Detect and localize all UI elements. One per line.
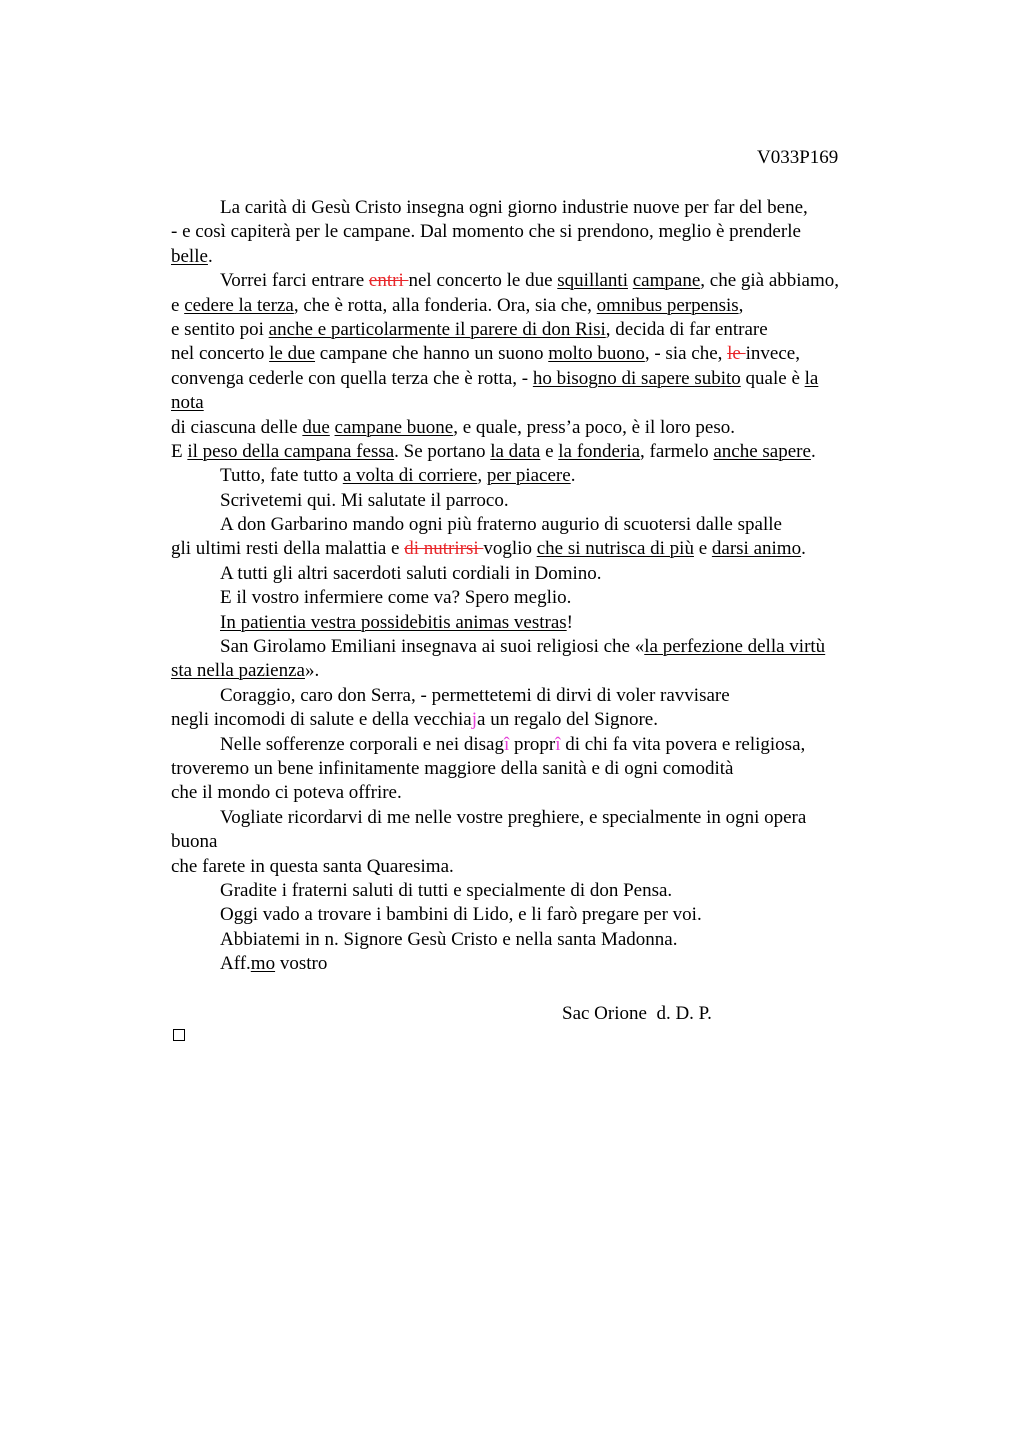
text-run: e <box>171 294 185 316</box>
text-run: , farmelo <box>640 440 714 462</box>
text-run: , <box>477 465 487 487</box>
text-run: invece, <box>745 343 800 365</box>
text-run: gli ultimi resti della malattia e <box>171 538 405 560</box>
text-line-1 <box>171 196 911 220</box>
text-line-17 <box>171 586 911 610</box>
inserted-char: î <box>555 733 561 755</box>
underlined-text: la data <box>490 440 541 462</box>
text-line-6 <box>171 318 911 342</box>
text-line-30 <box>171 903 911 927</box>
letter-body <box>171 196 911 977</box>
text-run: Tutto, fate tutto <box>220 465 343 487</box>
underlined-text: mo <box>250 953 276 975</box>
underlined-text: In patientia vestra possidebitis animas vestras <box>220 611 567 633</box>
text-run: che farete in questa santa Quaresima. <box>171 855 454 877</box>
text-run: Aff. <box>220 953 251 975</box>
text-run: , - sia che, <box>644 343 728 365</box>
underlined-text: nota <box>171 392 204 414</box>
text-line-24 <box>171 757 911 781</box>
text-line-32 <box>171 952 911 976</box>
text-run: che il mondo ci poteva offrire. <box>171 782 402 804</box>
text-run: A tutti gli altri sacerdoti saluti cordiali in Domino. <box>220 562 602 584</box>
text-line-31 <box>171 928 911 952</box>
text-run: ! <box>566 611 573 633</box>
text-line-16 <box>171 562 911 586</box>
text-line-5 <box>171 294 911 318</box>
text-line-18 <box>171 611 911 635</box>
text-run: e sentito poi <box>171 318 269 340</box>
text-run: , che è rotta, alla fonderia. Ora, sia che, <box>293 294 597 316</box>
underlined-text: la <box>804 367 819 389</box>
text-run: Oggi vado a trovare i bambini di Lido, e li farò pregare per voi. <box>220 904 702 926</box>
text-run: Vorrei farci entrare <box>220 270 369 292</box>
underlined-text: omnibus perpensis <box>596 294 739 316</box>
underlined-text: anche sapere <box>713 440 811 462</box>
signature-line: Sac Orione d. D. P. <box>562 1003 712 1024</box>
text-run: - e così capiterà per le campane. Dal momento che si prendono, meglio è prenderle <box>171 221 801 243</box>
text-run: a un regalo del Signore. <box>477 709 658 731</box>
text-line-8 <box>171 367 911 391</box>
text-run: e <box>693 538 712 560</box>
text-line-25 <box>171 781 911 805</box>
text-run: troveremo un bene infinitamente maggiore della sanità e di ogni comodità <box>171 757 734 779</box>
text-run: vostro <box>275 953 328 975</box>
text-run: e <box>540 440 559 462</box>
underlined-text: campane buone <box>334 416 454 438</box>
text-line-29 <box>171 879 911 903</box>
text-run: negli incomodi di salute e della vecchia <box>171 709 472 731</box>
text-run: Vogliate ricordarvi di me nelle vostre preghiere, e specialmente in ogni opera <box>220 806 807 828</box>
text-line-10 <box>171 416 911 440</box>
text-line-21 <box>171 684 911 708</box>
text-run: A don Garbarino mando ogni più fraterno augurio di scuotersi dalle spalle <box>220 514 782 536</box>
text-run: . <box>810 440 816 462</box>
text-line-23 <box>171 733 911 757</box>
text-run: E <box>171 440 188 462</box>
text-run: La carità di Gesù Cristo insegna ogni giorno industrie nuove per far del bene, <box>220 197 808 218</box>
text-run: propr <box>509 733 556 755</box>
text-run: Nelle sofferenze corporali e nei disag <box>220 733 504 755</box>
text-run: di ciascuna delle <box>171 416 303 438</box>
text-run: , decida di far entrare <box>605 318 768 340</box>
underlined-text: cedere la terza <box>184 294 294 316</box>
text-line-12 <box>171 464 911 488</box>
text-line-7 <box>171 342 911 366</box>
text-line-22 <box>171 708 911 732</box>
underlined-text: due <box>302 416 330 438</box>
text-line-3 <box>171 245 911 269</box>
text-line-14 <box>171 513 911 537</box>
text-run: Scrivetemi qui. Mi salutate il parroco. <box>220 489 509 511</box>
text-line-9 <box>171 391 911 415</box>
deleted-text: di nutrirsi <box>404 538 484 560</box>
text-line-4 <box>171 269 911 293</box>
text-run: Abbiatemi in n. Signore Gesù Cristo e nella santa Madonna. <box>220 928 678 950</box>
underlined-text: anche e particolarmente il parere di don Risi <box>268 318 606 340</box>
underlined-text: darsi animo <box>711 538 802 560</box>
text-run: voglio <box>483 538 537 560</box>
inserted-char: î <box>504 733 510 755</box>
text-line-15 <box>171 537 911 561</box>
text-run: convenga cederle con quella terza che è rotta, - <box>171 367 533 389</box>
text-run: , che già abbiamo, <box>700 270 840 292</box>
underlined-text: per piacere <box>486 465 571 487</box>
underlined-text: la fonderia <box>558 440 641 462</box>
underlined-text: il peso della campana fessa <box>187 440 395 462</box>
text-line-26 <box>171 806 911 830</box>
underlined-text: campane <box>632 270 701 292</box>
text-run: di chi fa vita povera e religiosa, <box>560 733 806 755</box>
text-line-19 <box>171 635 911 659</box>
text-line-11 <box>171 440 911 464</box>
deleted-text: le <box>727 343 746 365</box>
text-run: San Girolamo Emiliani insegnava ai suoi religiosi che « <box>220 636 645 658</box>
underlined-text: squillanti <box>557 270 628 292</box>
underlined-text: le due <box>269 343 316 365</box>
text-line-2 <box>171 220 911 244</box>
underlined-text: molto buono <box>548 343 645 365</box>
text-run: , <box>738 294 744 316</box>
text-run: Gradite i fraterni saluti di tutti e specialmente di don Pensa. <box>220 879 673 901</box>
inserted-char: j <box>471 709 478 731</box>
deleted-text: entri <box>368 270 409 292</box>
page-identifier: V033P169 <box>757 147 839 168</box>
text-line-20 <box>171 659 911 683</box>
text-run: nel concerto <box>171 343 270 365</box>
text-run: . <box>570 465 576 487</box>
text-run: quale è <box>740 367 805 389</box>
text-line-28 <box>171 855 911 879</box>
text-run: buona <box>171 831 218 853</box>
text-line-13 <box>171 489 911 513</box>
text-run: E il vostro infermiere come va? Spero meglio. <box>220 587 572 609</box>
text-line-27 <box>171 830 911 854</box>
underlined-text: ho bisogno di sapere subito <box>532 367 741 389</box>
text-run: , e quale, press’a poco, è il loro peso. <box>453 416 735 438</box>
underlined-text: che si nutrisca di più <box>536 538 694 560</box>
text-run: . <box>801 538 806 560</box>
text-run: . <box>207 245 213 267</box>
underlined-text: sta nella pazienza <box>171 660 305 682</box>
text-run: nel concerto le due <box>408 270 558 292</box>
underlined-text: belle <box>171 245 208 267</box>
text-run: . Se portano <box>394 440 491 462</box>
square-box-icon <box>173 1029 185 1041</box>
text-run: campane che hanno un suono <box>315 343 549 365</box>
text-run: ». <box>304 660 320 682</box>
text-run: Coraggio, caro don Serra, - permettetemi di dirvi di voler ravvisare <box>220 684 730 706</box>
underlined-text: a volta di corriere <box>342 465 478 487</box>
underlined-text: la perfezione della virtù <box>644 636 826 658</box>
